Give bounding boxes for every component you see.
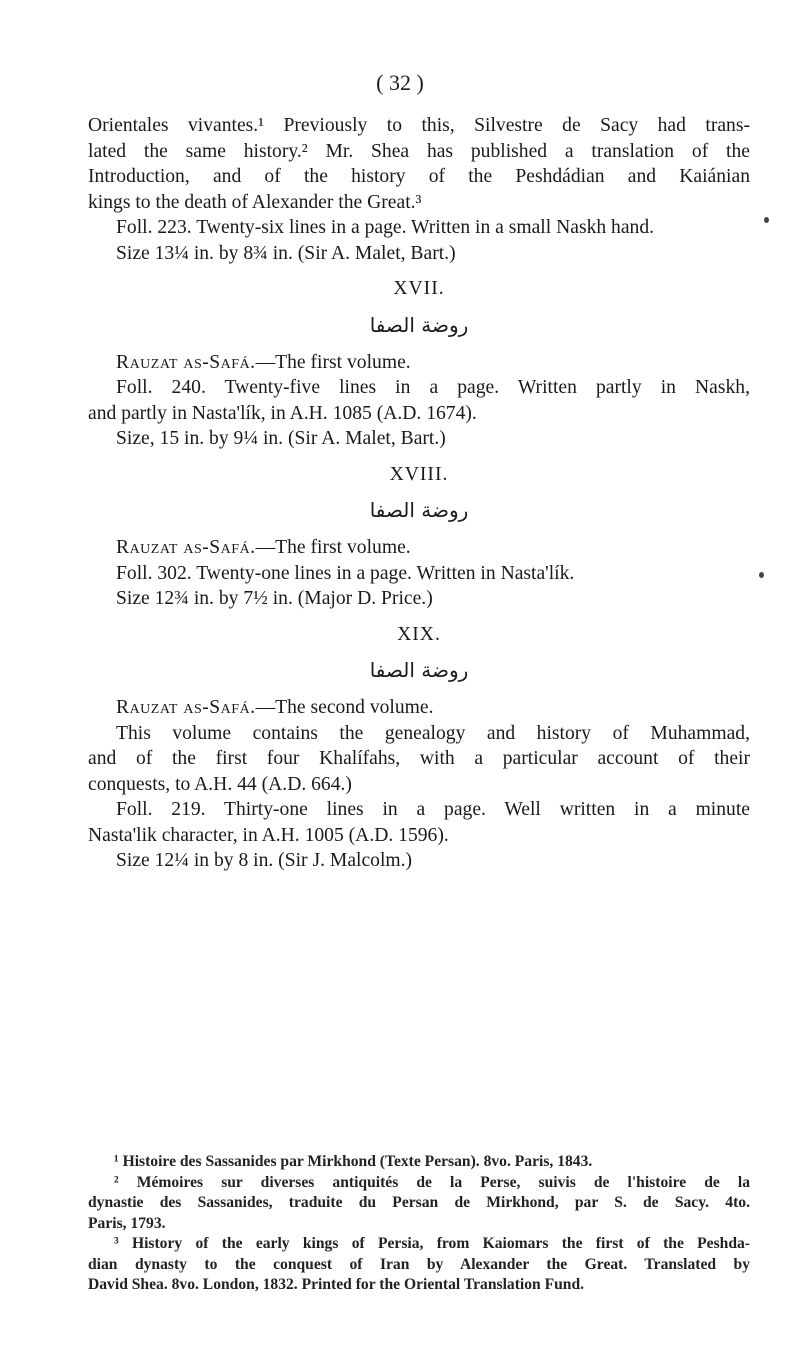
text-line: Paris, 1793. bbox=[88, 1214, 166, 1232]
entry-xix-foll bbox=[88, 797, 750, 823]
entry-xvii-numeral: XVII. bbox=[393, 278, 445, 299]
entry-xviii-foll: Foll. 302. Twenty-one lines in a page. Written in Nasta'lík. bbox=[116, 562, 575, 584]
text-line: This volume contains the genealogy and history of Muhammad, bbox=[116, 722, 750, 744]
margin-speck bbox=[764, 217, 769, 223]
entry-xvii-title bbox=[88, 350, 750, 376]
entry-xix-foll-cont bbox=[88, 823, 750, 849]
text-line: lated the same history.² Mr. Shea has published a translation of the bbox=[88, 140, 750, 162]
entry-xix-size: Size 12¼ in by 8 in. (Sir J. Malcolm.) bbox=[116, 850, 413, 871]
footnotes bbox=[88, 1152, 750, 1296]
text-line: and partly in Nasta'lík, in A.H. 1085 (A.D. 1674). bbox=[88, 402, 477, 424]
text-line: Foll. 219. Thirty-one lines in a page. Well written in a minute bbox=[116, 799, 750, 820]
text-line: Introduction, and of the history of the Peshdádian and Kaiánian bbox=[88, 166, 750, 187]
title-rest: —The first volume. bbox=[255, 351, 411, 373]
text-line: and of the first four Khalífahs, with a particular account of their bbox=[88, 748, 750, 769]
footnote-2-cont bbox=[88, 1193, 750, 1234]
entry-xvii-foll-cont bbox=[88, 401, 750, 427]
entry-xvi-foll: Foll. 223. Twenty-six lines in a page. Written in a small Naskh hand. bbox=[116, 217, 655, 238]
entry-xviii-numeral: XVIII. bbox=[389, 463, 449, 485]
title-rest: —The first volume. bbox=[255, 537, 411, 558]
entry-xix-arabic-title: روضة الصفا bbox=[369, 658, 469, 682]
title-small-caps: Rauzat as-Safá. bbox=[116, 537, 256, 558]
text-line: David Shea. 8vo. London, 1832. Printed for the Oriental Translation Fund. bbox=[88, 1276, 585, 1293]
footnote-1: ¹ Histoire des Sassanides par Mirkhond (Texte Persan). 8vo. Paris, 1843. bbox=[114, 1153, 593, 1170]
entry-xvii-arabic-title: روضة الصفا bbox=[369, 312, 469, 337]
title-small-caps: Rauzat as-Safá. bbox=[116, 351, 256, 373]
body-text bbox=[88, 113, 750, 874]
margin-speck bbox=[759, 572, 764, 578]
entry-xix-description-cont bbox=[88, 746, 750, 797]
entry-xviii-arabic-title: روضة الصفا bbox=[369, 498, 469, 522]
text-line: conquests, to A.H. 44 (A.D. 664.) bbox=[88, 773, 352, 795]
entry-xix-title bbox=[88, 695, 750, 721]
text-line: ² Mémoires sur diverses antiquités de la Perse, suivis de l'histoire de la bbox=[114, 1173, 750, 1191]
text-line: kings to the death of Alexander the Great.³ bbox=[88, 191, 422, 213]
title-rest: —The second volume. bbox=[255, 697, 434, 718]
entry-xviii-title bbox=[88, 535, 750, 561]
text-line: Orientales vivantes.¹ Previously to this, Silvestre de Sacy had trans- bbox=[88, 115, 750, 136]
entry-xix-description bbox=[88, 721, 750, 747]
text-line: Foll. 240. Twenty-five lines in a page. Written partly in Naskh, bbox=[116, 377, 750, 398]
footnote-3 bbox=[88, 1234, 750, 1255]
text-line: dian dynasty to the conquest of Iran by Alexander the Great. Translated by bbox=[88, 1255, 750, 1273]
footnote-3-cont bbox=[88, 1255, 750, 1296]
footnote-2 bbox=[88, 1173, 750, 1194]
text-line: dynastie des Sassanides, traduite du Persan de Mirkhond, par S. de Sacy. 4to. bbox=[88, 1194, 750, 1211]
text-line: ³ History of the early kings of Persia, from Kaiomars the first of the Peshda- bbox=[114, 1235, 750, 1252]
entry-xix-numeral: XIX. bbox=[397, 623, 441, 645]
entry-xvi-continuation bbox=[88, 113, 750, 215]
entry-xvii-foll bbox=[88, 375, 750, 401]
entry-xvi-size: Size 13¼ in. by 8¾ in. (Sir A. Malet, Bart.) bbox=[116, 242, 456, 264]
title-small-caps: Rauzat as-Safá. bbox=[116, 697, 256, 718]
page-number: ( 32 ) bbox=[376, 70, 424, 95]
entry-xvii-size: Size, 15 in. by 9¼ in. (Sir A. Malet, Bart.) bbox=[116, 428, 446, 449]
text-line: Nasta'lik character, in A.H. 1005 (A.D. 1596). bbox=[88, 824, 449, 846]
entry-xviii-size: Size 12¾ in. by 7½ in. (Major D. Price.) bbox=[116, 588, 433, 609]
